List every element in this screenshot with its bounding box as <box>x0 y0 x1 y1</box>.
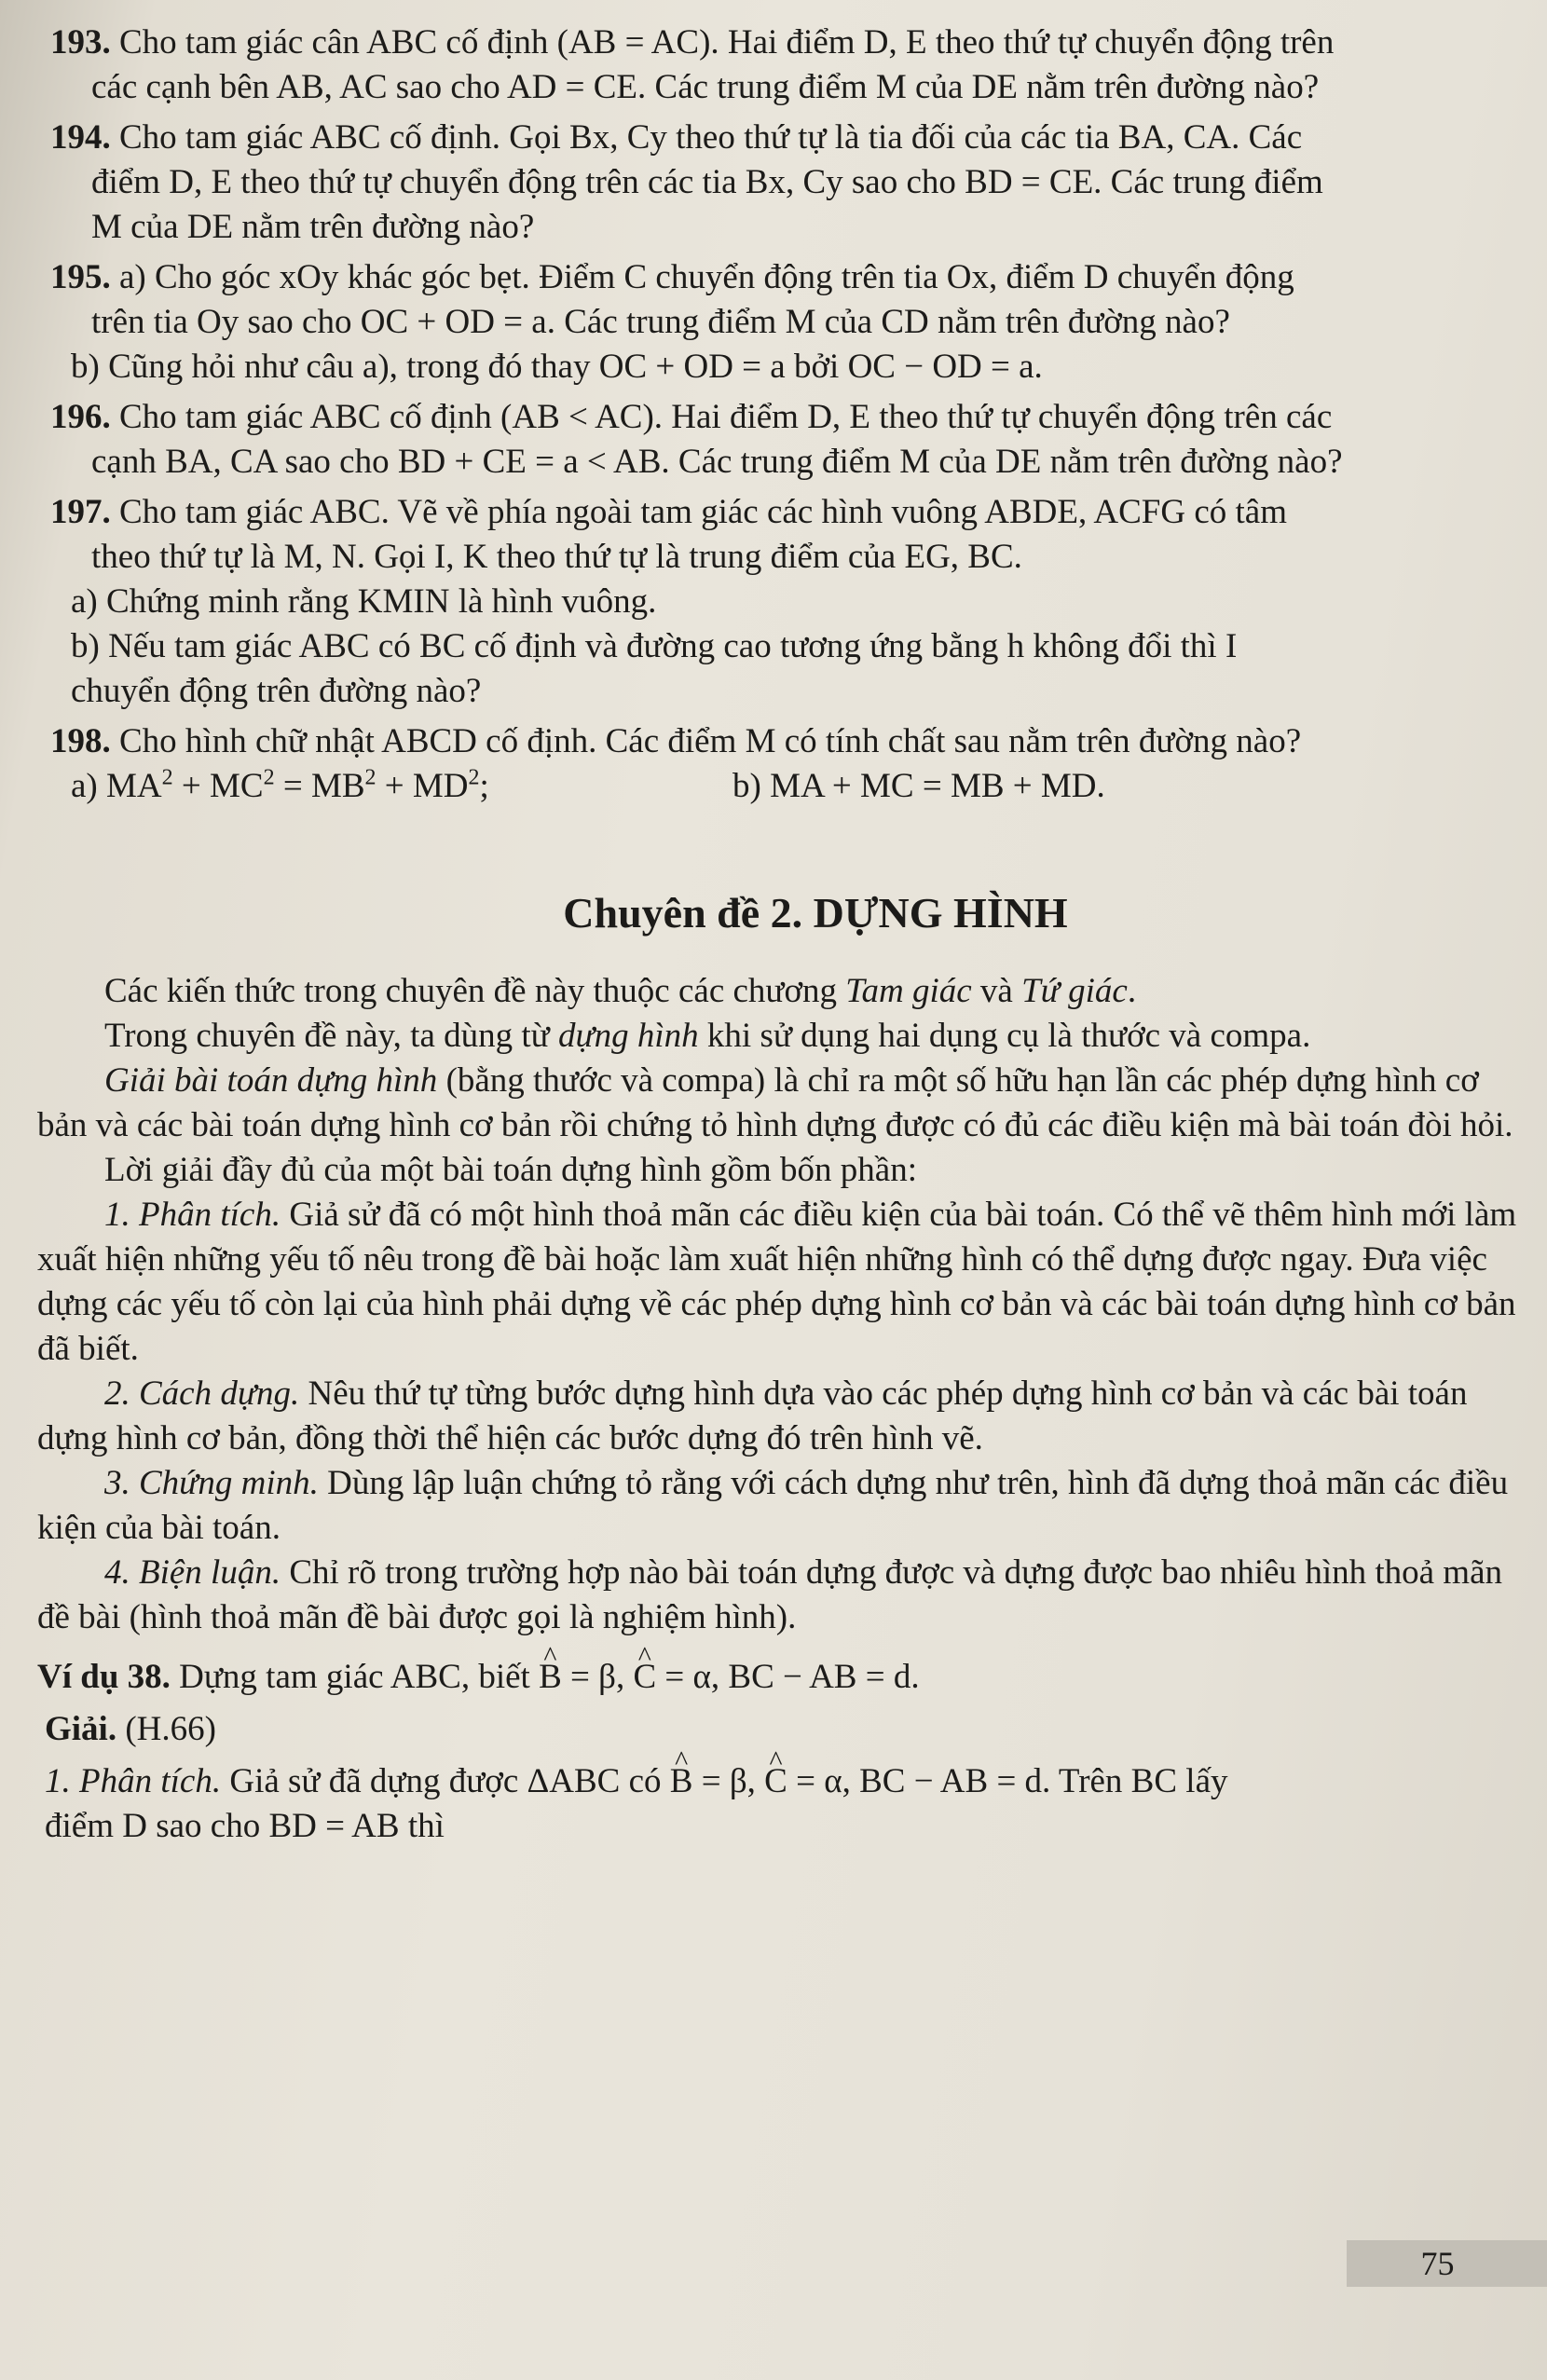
problem-196: 196. Cho tam giác ABC cố định (AB < AC). Hai điểm D, E theo thứ tự chuyển động trên các cạnh BA, CA sao cho BD + CE = a < AB. Các trung điểm M của DE nằm trên đường nào? <box>50 398 1343 481</box>
problem-198: 198. Cho hình chữ nhật ABCD cố định. Các điểm M có tính chất sau nằm trên đường nào? a) $MA^2 + MC^2 = MB^2 + MD^2$; b) MA + MC = MB + MD. <box>37 719 1519 809</box>
part-analysis: 1. Phân tích. Giả sử đã có một hình thoả mãn các điều kiện của bài toán. Có thể vẽ thêm hình mới làm xuất hiện những yếu tố nêu trong đề bài hoặc làm xuất hiện những hình có thể dựng được ngay. Đưa việc dựng các yếu tố còn lại của hình phải dựng về các phép dựng hình cơ bản và các bài toán dựng hình cơ bản đã biết. <box>37 1196 1517 1368</box>
angle-b: ^ B <box>670 1759 693 1804</box>
intro-paragraph-2: Trong chuyên đề này, ta dùng từ dựng hình khi sử dụng hai dụng cụ là thước và compa. <box>104 1017 1311 1055</box>
angle-c: ^ C <box>633 1655 656 1700</box>
problem-197: 197. Cho tam giác ABC. Vẽ về phía ngoài tam giác các hình vuông ABDE, ACFG có tâm theo thứ tự là M, N. Gọi I, K theo thứ tự là trung điểm của EG, BC. a) Chứng minh rằng KMIN là hình vuông. b) Nếu tam giác ABC có BC cố định và đường cao tương ứng bằng h không đổi thì I chuyển động trên đường nào? <box>50 493 1288 710</box>
problem-number: 195. <box>50 258 111 296</box>
part-discussion: 4. Biện luận. Chỉ rõ trong trường hợp nào bài toán dựng được và dựng được bao nhiêu hình thoả mãn đề bài (hình thoả mãn đề bài được gọi là nghiệm hình). <box>37 1553 1503 1636</box>
problem-number: 197. <box>50 493 111 531</box>
analysis-text: 1. Phân tích. Giả sử đã dựng được ΔABC có ^ B = β, ^ C = α, BC − AB = d. Trên BC lấy điểm D sao cho BD = AB thì <box>37 1759 1519 1849</box>
problem-number: 194. <box>50 118 111 157</box>
problem-198-parts <box>37 764 1519 809</box>
problem-number: 196. <box>50 398 111 436</box>
intro-paragraph-3: Giải bài toán dựng hình (bằng thước và compa) là chỉ ra một số hữu hạn lần các phép dựng hình cơ bản và các bài toán dựng hình cơ bản rồi chứng tỏ hình dựng được có đủ các điều kiện mà bài toán đòi hỏi. <box>37 1061 1513 1144</box>
solution-heading: Giải. (H.66) <box>45 1710 216 1748</box>
section-title: Chuyên đề 2. DỰNG HÌNH <box>563 889 1068 937</box>
intro-paragraph-1: Các kiến thức trong chuyên đề này thuộc các chương Tam giác và Tứ giác. <box>104 972 1137 1010</box>
problem-number: 198. <box>50 722 111 760</box>
page-number: 75 <box>1347 2240 1547 2287</box>
problem-193: 193. Cho tam giác cân ABC cố định (AB = AC). Hai điểm D, E theo thứ tự chuyển động trên các cạnh bên AB, AC sao cho AD = CE. Các trung điểm M của DE nằm trên đường nào? <box>50 23 1335 106</box>
example-38: Ví dụ 38. Dựng tam giác ABC, biết ^ B = β, ^ C = α, BC − AB = d. <box>37 1655 1519 1700</box>
angle-c: ^ C <box>764 1759 787 1804</box>
part-b: b) MA + MC = MB + MD. <box>732 767 1105 805</box>
page-content <box>37 21 1519 1849</box>
part-proof: 3. Chứng minh. Dùng lập luận chứng tỏ rằng với cách dựng như trên, hình đã dựng thoả mãn các điều kiện của bài toán. <box>37 1464 1509 1547</box>
part-a: a) $MA^2 + MC^2 = MB^2 + MD^2$; <box>71 765 489 805</box>
problem-194: 194. Cho tam giác ABC cố định. Gọi Bx, Cy theo thứ tự là tia đối của các tia BA, CA. Các điểm D, E theo thứ tự chuyển động trên các tia Bx, Cy sao cho BD = CE. Các trung điểm M của DE nằm trên đường nào? <box>50 118 1323 246</box>
problem-195: 195. a) Cho góc xOy khác góc bẹt. Điểm C chuyển động trên tia Ox, điểm D chuyển động trên tia Oy sao cho OC + OD = a. Các trung điểm M của CD nằm trên đường nào? b) Cũng hỏi như câu a), trong đó thay OC + OD = a bởi OC − OD = a. <box>50 258 1294 386</box>
intro-paragraph-4: Lời giải đầy đủ của một bài toán dựng hình gồm bốn phần: <box>104 1151 917 1189</box>
angle-b: ^ B <box>539 1655 562 1700</box>
part-construction: 2. Cách dựng. Nêu thứ tự từng bước dựng hình dựa vào các phép dựng hình cơ bản và các bài toán dựng hình cơ bản, đồng thời thể hiện các bước dựng đó trên hình vẽ. <box>37 1375 1468 1457</box>
problem-number: 193. <box>50 23 111 62</box>
